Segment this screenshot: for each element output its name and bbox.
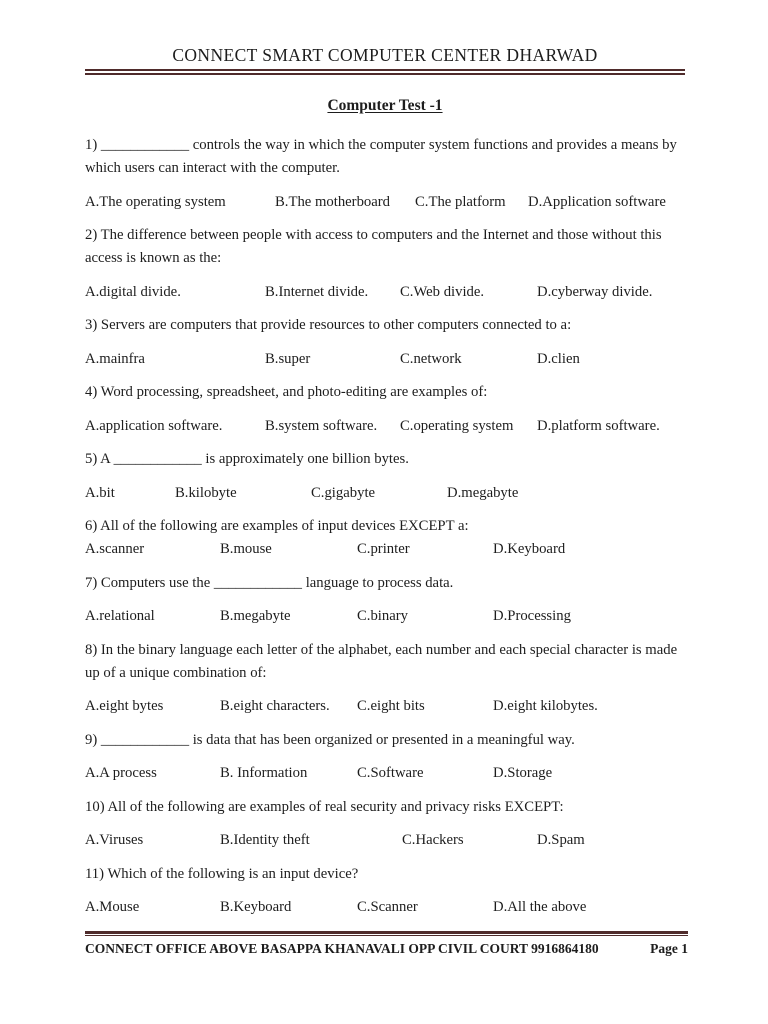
option-b: B.system software.	[265, 417, 378, 434]
option-a: A.eight bytes	[85, 698, 164, 714]
option-d: D.Processing	[493, 608, 571, 624]
question-text: 3) Servers are computers that provide resources to other computers connected to a:	[85, 317, 572, 333]
option-c: C.Hackers	[402, 832, 464, 848]
option-b: B.The motherboard	[275, 193, 391, 210]
question-text: 7) Computers use the ____________ language to process data.	[85, 574, 454, 591]
option-b: B.kilobyte	[175, 484, 237, 501]
option-c: C.The platform	[415, 193, 506, 210]
question-options	[85, 415, 685, 438]
question-block-9	[85, 729, 685, 786]
option-c: C.printer	[357, 541, 410, 557]
question-block-3	[85, 314, 685, 371]
option-d: D.Spam	[537, 832, 585, 848]
header-rule	[85, 69, 685, 75]
option-a: A.relational	[85, 608, 155, 624]
question-block-11	[85, 863, 685, 920]
option-b: B.mouse	[220, 541, 272, 557]
option-b: B.megabyte	[220, 608, 291, 624]
question-text: 8) In the binary language each letter of the alphabet, each number and each special character is made up of a unique combination of:	[85, 641, 678, 681]
option-d: D.cyberway divide.	[537, 283, 653, 300]
option-b: B.eight characters.	[220, 698, 330, 714]
option-a: A.Viruses	[85, 832, 144, 848]
question-text: 5) A ____________ is approximately one billion bytes.	[85, 451, 409, 467]
question-options	[85, 896, 685, 919]
question-options	[85, 538, 685, 561]
option-b: B.Keyboard	[220, 899, 292, 915]
page-title: Computer Test -1	[327, 97, 443, 114]
question-text: 9) ____________ is data that has been organized or presented in a meaningful way.	[85, 731, 575, 748]
question-options	[85, 762, 685, 785]
option-b: B.super	[265, 350, 311, 367]
question-block-8	[85, 639, 685, 719]
option-b: B.Internet divide.	[265, 283, 369, 300]
question-options	[85, 348, 685, 371]
option-c: C.binary	[357, 608, 408, 624]
option-d: D.All the above	[493, 899, 587, 915]
option-a: A.Mouse	[85, 899, 140, 915]
option-d: D.Application software	[528, 193, 666, 210]
option-b: B.Identity theft	[220, 832, 310, 848]
question-block-5	[85, 448, 685, 505]
option-c: C.Scanner	[357, 899, 418, 915]
option-d: D.Storage	[493, 765, 553, 781]
option-d: D.megabyte	[447, 484, 519, 501]
option-a: A.scanner	[85, 541, 145, 557]
option-b: B. Information	[220, 765, 308, 781]
option-a: A.A process	[85, 765, 157, 781]
option-a: A.The operating system	[85, 193, 226, 210]
option-c: C.gigabyte	[311, 484, 376, 501]
option-d: D.eight kilobytes.	[493, 698, 598, 714]
question-text: 1) ____________ controls the way in which the computer system functions and provides a means by which users can interact with the computer.	[85, 137, 677, 176]
question-block-6	[85, 515, 685, 561]
page-footer	[85, 931, 688, 958]
option-d: D.clien	[537, 350, 580, 367]
question-options	[85, 695, 685, 718]
option-a: A.bit	[85, 484, 115, 501]
question-options	[85, 482, 685, 505]
option-a: A.application software.	[85, 417, 223, 434]
question-block-2	[85, 224, 685, 304]
question-block-7	[85, 572, 685, 629]
option-c: C.Software	[357, 765, 424, 781]
question-text: 6) All of the following are examples of input devices EXCEPT a:	[85, 518, 469, 534]
question-text: 2) The difference between people with access to computers and the Internet and those without this access is known as the:	[85, 227, 662, 266]
option-c: C.eight bits	[357, 698, 425, 714]
page-header: CONNECT SMART COMPUTER CENTER DHARWAD	[172, 45, 598, 65]
question-options	[85, 281, 685, 304]
question-options	[85, 829, 685, 852]
question-block-1	[85, 134, 685, 214]
question-text: 4) Word processing, spreadsheet, and photo-editing are examples of:	[85, 384, 488, 400]
option-a: A.digital divide.	[85, 283, 181, 300]
option-c: C.Web divide.	[400, 283, 485, 300]
option-d: D.platform software.	[537, 417, 660, 434]
question-text: 11) Which of the following is an input device?	[85, 865, 359, 882]
question-options	[85, 191, 685, 214]
question-options	[85, 605, 685, 628]
footer-rule	[85, 931, 688, 936]
option-c: C.network	[400, 350, 462, 367]
footer-address: CONNECT OFFICE ABOVE BASAPPA KHANAVALI OPP CIVIL COURT 9916864180	[85, 941, 599, 956]
option-a: A.mainfra	[85, 350, 145, 367]
option-d: D.Keyboard	[493, 541, 566, 557]
page-number: Page 1	[650, 941, 688, 956]
option-c: C.operating system	[400, 417, 514, 434]
question-text: 10) All of the following are examples of real security and privacy risks EXCEPT:	[85, 798, 564, 815]
question-block-10	[85, 796, 685, 853]
question-block-4	[85, 381, 685, 438]
